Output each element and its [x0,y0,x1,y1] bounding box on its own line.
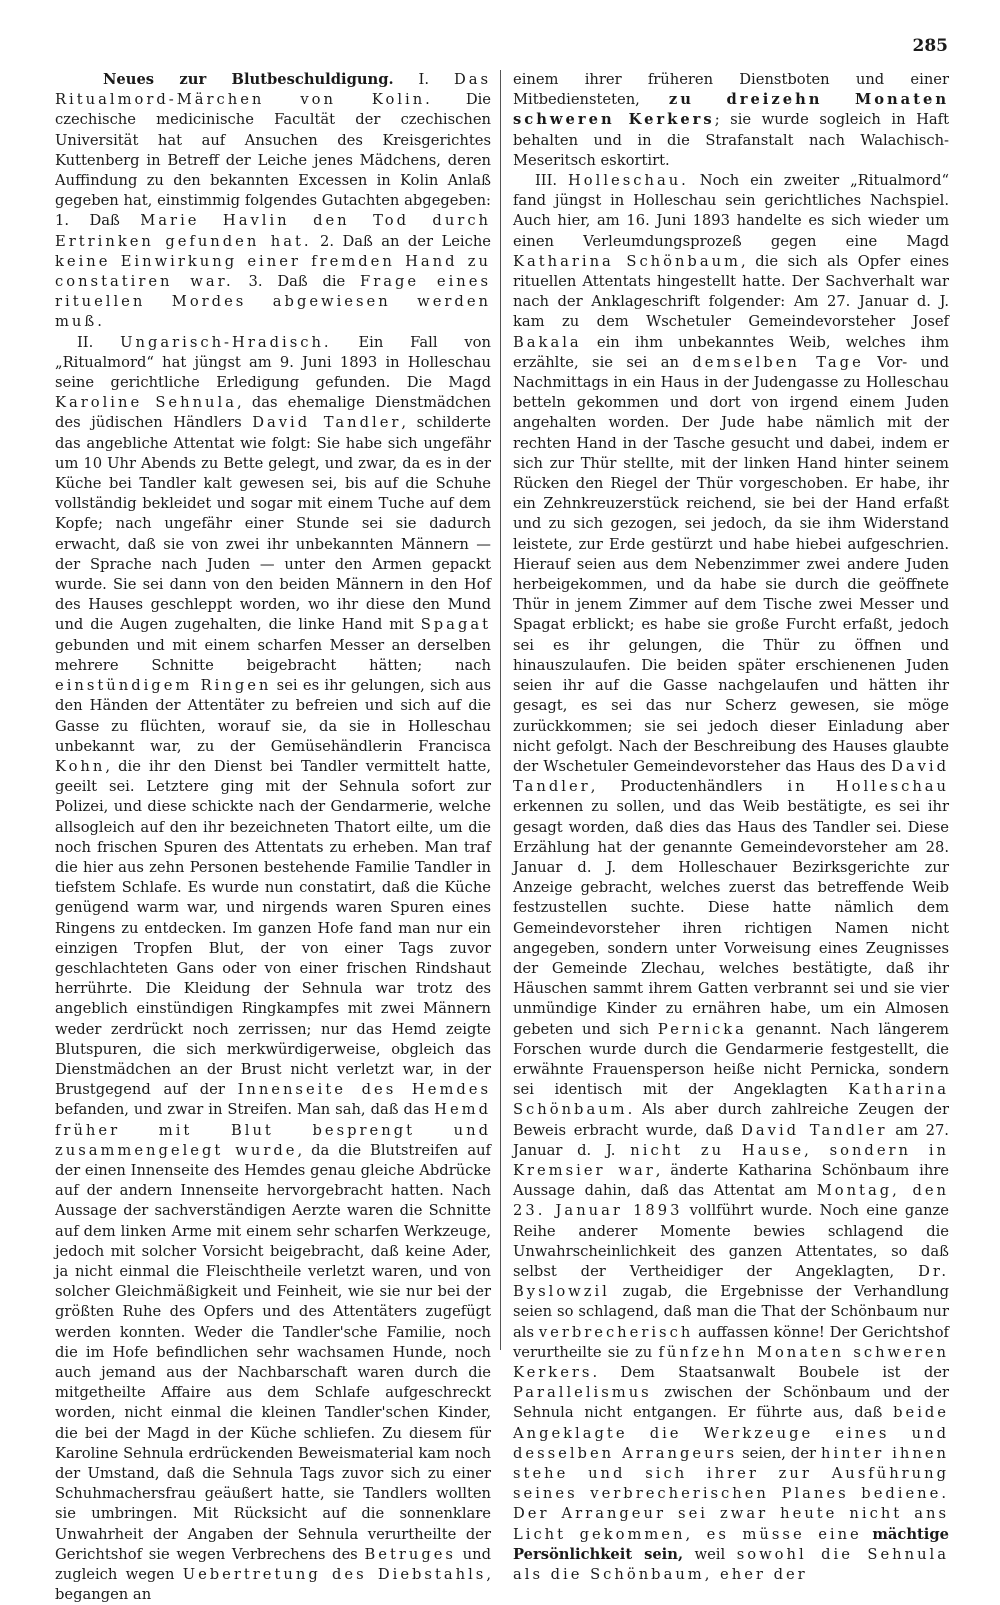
text-run: zwischen der Schönbaum und der Sehnula nicht entgangen. Er führte aus, daß [513,1384,949,1422]
paragraph-continuation [513,70,949,171]
emphasized-text: zu dreizehn Monaten schweren Kerkers [513,91,950,129]
right-column [513,70,949,1585]
text-run: , das ehemalige Dienstmädchen des jüdischen Händlers [55,394,491,432]
text-run: einem ihrer früheren Dienstboten und einer Mitbediensteten, [513,71,949,109]
paragraph-runs [513,71,949,169]
emphasized-text: beide Angeklagte die Werkzeuge eines und desselben Arrangeurs [513,1404,949,1462]
text-run: , begangen an [55,1566,491,1604]
emphasized-text: Das Ritualmord-Märchen von Kolin. [55,71,492,109]
paragraph-runs [55,334,491,1604]
paragraph-ungarisch-hradisch [55,333,491,1605]
text-run: , änderte Katharina Schönbaum ihre Aussage dahin, daß das Attentat am [513,1161,949,1200]
text-run: auffassen könne! Der Gerichtshof verurtheilte sie zu [513,1323,949,1361]
text-run: vollführt wurde. Noch eine ganze Reihe anderer Momente bewies schlagend die Unwahrscheinlichkeit des ganzen Attentates, so daß selbst der Vertheidiger der Angeklagten, [513,1202,949,1280]
text-run: befanden, und zwar in Streifen. Man sah, daß das [55,1101,435,1119]
column-divider [500,70,501,1350]
text-run: zugab, die Ergebnisse der Verhandlung seien so schlagend, daß man die That der Schönbaum nur als [513,1283,949,1341]
left-column [55,70,491,1605]
emphasized-text: Holleschau. [568,172,689,190]
text-run: und zugleich wegen [55,1545,491,1584]
emphasized-text: Katharina Schönbaum [513,1081,949,1119]
emphasized-text: Betruges [364,1545,456,1563]
emphasized-text: Hemd früher mit Blut besprengt und zusammengelegt wurde [55,1101,491,1159]
emphasized-text: Bakala [513,333,582,351]
text-run: Noch ein zweiter „Ritualmord“ fand jüngst in Holleschau sein gerichtliches Nachspiel. Auch hier, am 16. Juni 1893 handelte es sich wieder um einen Verleumdungsprozeß gegen eine Magd [513,172,949,250]
emphasized-text: Ungarisch-Hradisch. [120,333,332,351]
text-run: , schilderte das angebliche Attentat wie folgt: Sie habe sich ungefähr um 10 Uhr Abends zu Bette gelegt, und zwar, da es in der Küche bei Tandler kalt gewesen sei, bis auf die Schuhe vollständig bekleidet und sogar mit einem Tuche auf dem Kopfe; nach ungefähr einer Stunde sei sie dadurch erwacht, daß sie von zwei ihr unbekannten Männern — der Sprache nach Juden — unter den Armen gepackt wurde. Sie sei dann von den beiden Männern in den Hof des Hauses geschleppt worden, wo ihr diese den Mund und die Augen zugehalten, die linke Hand mit [55,414,491,634]
text-run: , die sich als Opfer eines rituellen Attentats hingestellt hatte. Der Sachverhalt war nach der Anklageschrift folgender: Am 27. Januar d. J. kam zu dem Wschetuler Gemeindevorsteher Josef [513,252,950,331]
emphasized-text: Karoline Sehnula [55,394,237,412]
text-run: ; sie wurde sogleich in Haft behalten und in die Strafanstalt nach Walachisch-Meseritsch eskortirt. [513,111,950,169]
emphasized-text: Innenseite des Hemdes [237,1081,491,1099]
emphasized-text: in Holleschau [787,778,949,796]
text-run: erkennen zu sollen, und das Weib bestätigte, es sei ihr gesagt worden, daß dies das Haus des Tandler sei. Diese Erzählung hat der genannte Gemeindevorsteher am 28. Januar d. J. dem Holleschauer Bezirksgerichte zur Anzeige gebracht, welches zuerst das betreffende Weib festzustellen suchte. Diese hatte nämlich dem Gemeindevorsteher ihren richtigen Namen nicht angegeben, sondern unter Vorweisung eines Zeugnisses der Gemeinde Zlechau, welches bestätigte, daß ihr Häuschen sammt ihrem Gatten verbrannt sei und sie vier unmündige Kinder zu ernähren habe, um ein Almosen gebeten und sich [513,798,949,1038]
emphasized-text: Spagat [420,616,491,634]
text-run: Die czechische medicinische Facultät der czechischen Universität hat auf Ansuchen des Kreisgerichtes Kuttenberg in Betreff der Leiche jenes Mädchens, deren Auffindung zu den bekannten Excessen in Kolin Anlaß gegeben hat, einstimmig folgendes Gutachten abgegeben: 1. Daß [55,91,491,230]
paragraph-kolin [55,70,491,333]
text-run: weil [683,1545,737,1563]
paragraph-holleschau [513,171,949,1585]
paragraph-runs [513,172,949,1583]
emphasized-text: David Tandler [513,757,949,796]
emphasized-text: Frage eines rituellen Mordes abgewiesen werden muß. [55,273,491,331]
emphasized-text: fünfzehn Monaten schweren Kerkers [513,1343,949,1381]
emphasized-text: Dr. Byslowzil [513,1262,949,1301]
emphasized-text: Kohn [55,757,106,775]
text-run: Ein Fall von „Ritualmord“ hat jüngst am 9. Juni 1893 in Holleschau seine gerichtliche Erledigung gefunden. Die Magd [55,333,491,392]
emphasized-text: hinter ihnen stehe und sich ihrer zur Ausführung seines verbrecherischen Planes bediene. [513,1444,950,1503]
text-run: genannt. Nach längerem Forschen wurde durch die Gendarmerie festgestellt, die erwähnte Frauensperson heiße nicht Pernicka, sondern sei identisch mit der Angeklagten [513,1020,949,1099]
text-run: , die ihr den Dienst bei Tandler vermittelt hatte, geeilt sei. Letztere ging mit der Sehnula sofort zur Polizei, und diese schickte nach der Gendarmerie, welche allsogleich auf den ihr bezeichneten Thatort eilte, um die noch frischen Spuren des Attentats zu erheben. Man traf die hier aus zehn Personen bestehende Familie Tandler in tiefstem Schlafe. Es wurde nun constatirt, daß die Küche genügend warm war, und nirgends waren Spuren eines Ringens zu entdecken. Im ganzen Hofe fand man nur ein einzigen Tropfen Blut, der von einer Tags zuvor geschlachteten Gans oder von einer frischen Rindshaut herrührte. Die Kleidung der Sehnula war trotz des angeblich einstündigen Ringkampfes mit zwei Männern weder zerdrückt noch zerrissen; nur das Hemd zeigte Blutspuren, die sich merkwürdigerweise, obgleich das Dienstmädchen an der Brust nicht verletzt war, in der Brustgegend auf der [55,757,491,1099]
text-run: I. [418,71,454,88]
text-run: gebunden und mit einem scharfen Messer an derselben mehrere Schnitte beigebracht hätten; nach [55,636,491,674]
text-run: Vor- und Nachmittags in ein Haus in der Judengasse zu Holleschau betteln gekommen und dort von irgend einem Juden angehalten worden. Der Jude habe nämlich mit der rechten Hand in der Tasche gesucht und dabei, indem er sich zur Thür stellte, mit der linken Hand hinter seinem Rücken den Riegel der Thür vorgeschoben. Er habe, ihr ein Zehnkreuzerstück reichend, sie bei der Hand erfaßt und zu sich gezogen, sei jedoch, da sie ihm Widerstand leistete, zur Erde gestürzt und habe hiebei aufgeschrien. Hierauf seien aus dem Nebenzimmer zwei andere Juden herbeigekommen, und da habe sie durch die geöffnete Thür in jenem Zimmer auf dem Tische zwei Messer und Spagat erblickt; es habe sie große Furcht erfaßt, jedoch sei es ihr gelungen, die Thür zu öffnen und hinauszulaufen. Die beiden später erschienenen Juden seien ihr auf die Gasse nachgelaufen und hätten ihr gesagt, es sei das nur Scherz gewesen, sie möge zurückkommen; sie sei jedoch dieser Einladung aber nicht gefolgt. Nach der Beschreibung des Hauses glaubte der Wschetuler Gemeindevorsteher das Haus des [513,353,949,775]
bold-text: mächtige Persönlichkeit sein, [513,1525,949,1563]
emphasized-text: sowohl die Sehnula als die Schönbaum, eher der [513,1545,950,1584]
emphasized-text: verbrecherisch [538,1323,694,1341]
text-run: sei es ihr gelungen, sich aus den Händen der Attentäter zu befreien und sich auf die Gasse zu flüchten, worauf sie, da sie in Holleschau unbekannt war, zu der Gemüsehändlerin Francisca [55,677,492,755]
emphasized-text: Pernicka [657,1020,747,1038]
text-run: , da die Blutstreifen auf der einen Innenseite des Hemdes genau gleiche Abdrücke auf der andern Innenseite hervorgebracht hatten. Nach Aussage der sachverständigen Aerzte waren die Schnitte auf dem linken Arme mit einem sehr scharfen Werkzeuge, jedoch mit solcher Vorsicht beigebracht, daß keine Ader, ja nicht einmal die Fleischtheile verletzt waren, und von solcher Gleichmäßigkeit und Feinheit, wie sie nur bei der größten Ruhe des Opfers und des Attentäters zugefügt werden konnten. Weder die Tandler'sche Familie, noch die im Hofe befindlichen sehr wachsamen Hunde, noch auch jemand aus der Nachbarschaft waren durch die mitgetheilte Affaire aus dem Schlafe aufgeschreckt worden, nicht einmal die kleinen Tandler'schen Kinder, die bei der Magd in der Küche schliefen. Zu diesem für Karoline Sehnula erdrückenden Beweismaterial kam noch der Umstand, daß die Sehnula Tags zuvor sich zu einer Schuhmachersfrau geäußert hatte, sie Tandlers wollten sie umbringen. Mit Rücksicht auf die sonnenklare Unwahrheit der Angaben der Sehnula verurtheilte der Gerichtshof sie wegen Verbrechens des [55,1141,491,1563]
emphasized-text: Der Arrangeur sei zwar heute nicht ans Licht gekommen, es müsse eine [513,1505,949,1543]
text-run [862,1526,873,1543]
emphasized-text: Uebertretung des Diebstahls [182,1566,487,1584]
emphasized-text: Katharina Schönbaum [513,252,741,270]
text-run: am 27. Januar d. J. [513,1121,949,1159]
emphasized-text: demselben Tage [692,353,864,371]
text-run: . Dem Staatsanwalt Boubele ist der [592,1364,949,1381]
text-run: ein ihm unbekanntes Weib, welches ihm erzählte, sie sei an [513,333,949,371]
article-title: Neues zur Blutbeschuldigung. [103,71,394,88]
text-run: , Productenhändlers [590,778,788,796]
emphasized-text: einstündigem Ringen [55,677,272,695]
page-number: 285 [912,36,948,56]
text-run: 2. Daß an der Leiche [311,232,491,250]
text-run: III. [535,172,568,190]
emphasized-text: Marie Havlin den Tod durch Ertrinken gefunden hat. [55,212,491,250]
emphasized-text: nicht zu Hause, sondern in Kremsier war [513,1141,949,1179]
emphasized-text: David Tandler [741,1121,888,1139]
emphasized-text: David Tandler [252,414,402,432]
emphasized-text: Montag, den 23. Januar 1893 [513,1182,950,1220]
paragraph-runs [55,71,491,330]
emphasized-text: keine Einwirkung einer fremden Hand zu constatiren war. [55,252,491,291]
text-run: . Als aber durch zahlreiche Zeugen der Beweis erbracht wurde, daß [513,1101,949,1139]
text-run: 3. Daß die [233,273,361,291]
text-run: II. [77,333,121,351]
text-run: seien, der [737,1444,821,1462]
emphasized-text: Parallelismus [513,1384,652,1402]
